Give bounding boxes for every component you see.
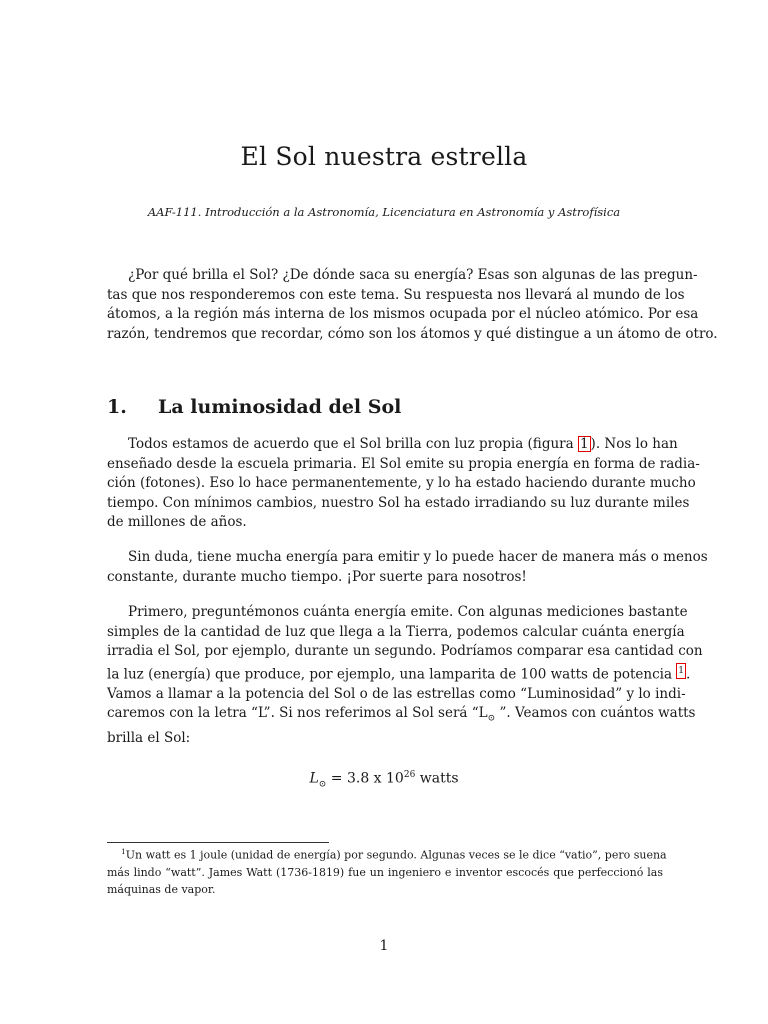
paragraph-text: ”. Veamos con cuántos watts — [495, 705, 696, 721]
paragraph-text: . — [686, 666, 691, 682]
paragraph-text: caremos con la letra “L”. Si nos referimos al Sol será “L — [107, 705, 488, 721]
paragraph-line: brilla el Sol: — [107, 730, 191, 747]
sun-symbol: ⊙ — [318, 779, 327, 790]
footnote-reference-link[interactable]: 1 — [676, 663, 686, 679]
course-subtitle: AAF-111. Introducción a la Astronomía, Licenciatura en Astronomía y Astrofísica — [147, 205, 621, 219]
paragraph-line: enseñado desde la escuela primaria. El Sol emite su propia energía en forma de radia- — [107, 455, 700, 472]
paragraph-line: Vamos a llamar a la potencia del Sol o de las estrellas como “Luminosidad” y lo indi- — [107, 685, 686, 702]
section-title: La luminosidad del Sol — [158, 396, 402, 418]
paragraph-line: constante, durante mucho tiempo. ¡Por suerte para nosotros! — [107, 568, 527, 585]
paragraph-text: la luz (energía) que produce, por ejemplo, una lamparita de 100 watts de potencia — [107, 666, 677, 682]
paragraph-line: ción (fotones). Eso lo hace permanentemente, y lo ha estado haciendo durante mucho — [107, 475, 696, 491]
figure-reference-link[interactable]: 1 — [579, 436, 589, 452]
intro-paragraph — [107, 266, 718, 344]
intro-line: tas que nos responderemos con este tema. Su respuesta nos llevará al mundo de los — [107, 286, 685, 303]
equation-exponent: 26 — [403, 770, 416, 780]
luminosity-symbol: L — [309, 770, 319, 787]
footnote-line: máquinas de vapor. — [107, 882, 216, 896]
paragraph-line: simples de la cantidad de luz que llega a la Tierra, podemos calcular cuánta energía — [107, 623, 685, 640]
luminosity-paragraph-2 — [107, 548, 708, 587]
intro-line: razón, tendremos que recordar, cómo son los átomos y qué distingue a un átomo de otro. — [107, 325, 718, 342]
luminosity-paragraph-3 — [107, 603, 703, 749]
paragraph-text: ). Nos lo han — [590, 436, 678, 452]
footnote — [107, 843, 667, 898]
equation-text: = 3.8 x 10 — [326, 770, 404, 787]
paragraph-text: Todos estamos de acuerdo que el Sol brilla con luz propia (figura — [128, 436, 578, 452]
page-number: 1 — [379, 938, 389, 954]
document-title: El Sol nuestra estrella — [240, 142, 528, 171]
section-number: 1. — [107, 396, 127, 418]
paragraph-line: Sin duda, tiene mucha energía para emitir y lo puede hacer de manera más o menos — [128, 549, 708, 565]
paragraph-line — [107, 704, 696, 729]
paragraph-line — [107, 662, 691, 685]
intro-line: átomos, a la región más interna de los mismos ocupada por el núcleo atómico. Por esa — [107, 306, 699, 322]
intro-line: ¿Por qué brilla el Sol? ¿De dónde saca su energía? Esas son algunas de las pregun- — [128, 267, 698, 283]
section-heading — [107, 396, 401, 418]
paragraph-line — [107, 435, 678, 455]
paragraph-line: de millones de años. — [107, 514, 247, 530]
footnote-line — [107, 843, 667, 864]
luminosity-paragraph-1 — [107, 435, 700, 533]
footnote-text: Un watt es 1 joule (unidad de energía) por segundo. Algunas veces se le dice “vatio”, pero suena — [125, 848, 667, 862]
luminosity-equation — [0, 770, 768, 789]
paragraph-line: irradia el Sol, por ejemplo, durante un segundo. Podríamos comparar esa cantidad con — [107, 643, 703, 659]
paragraph-line: Primero, preguntémonos cuánta energía emite. Con algunas mediciones bastante — [128, 604, 688, 620]
paragraph-line: tiempo. Con mínimos cambios, nuestro Sol ha estado irradiando su luz durante miles — [107, 494, 690, 511]
footnote-line: más lindo “watt”. James Watt (1736-1819) fue un ingeniero e inventor escocés que perfeccionó las — [107, 865, 663, 879]
footnote-mark: 1 — [121, 847, 126, 856]
sun-symbol: ⊙ — [487, 713, 496, 724]
equation-unit: watts — [415, 770, 459, 787]
